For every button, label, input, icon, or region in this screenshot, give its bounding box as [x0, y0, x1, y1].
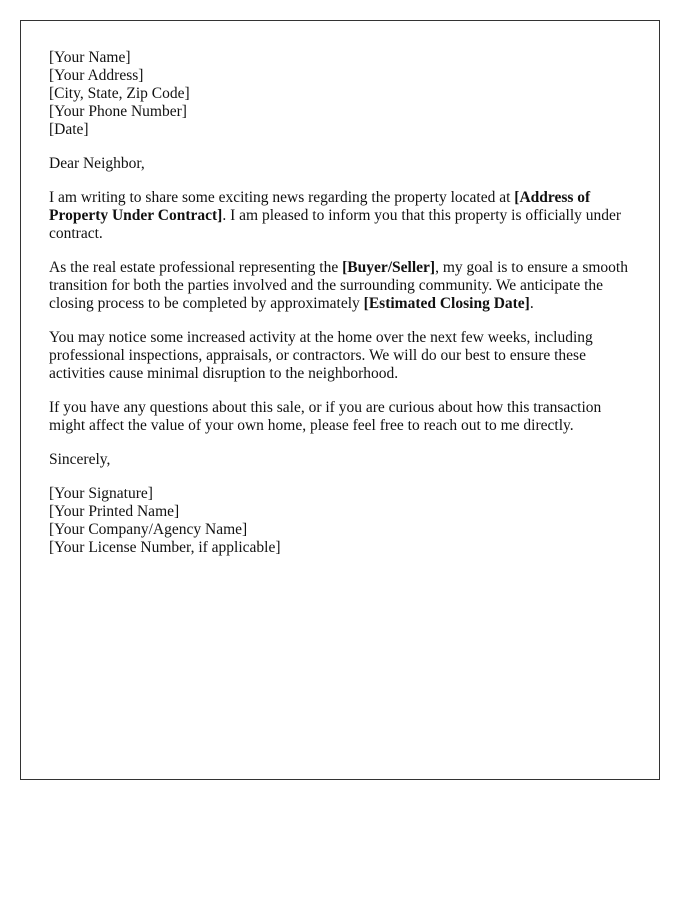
paragraph-representation — [49, 259, 629, 313]
company-name: [Your Company/Agency Name] — [49, 521, 248, 538]
letter-body — [49, 49, 629, 573]
letter-page — [20, 20, 660, 780]
sender-city-state-zip: [City, State, Zip Code] — [49, 85, 190, 102]
paragraph-activity: You may notice some increased activity at the home over the next few weeks, including professional inspections, appraisals, or contractors. We will do our best to ensure these activities cause minimal disruption to the neighborhood. — [49, 329, 593, 382]
signature-placeholder: [Your Signature] — [49, 485, 153, 502]
paragraph-representation-text-3: . — [529, 295, 534, 312]
letter-date: [Date] — [49, 121, 89, 138]
sender-phone: [Your Phone Number] — [49, 103, 187, 120]
paragraph-announcement — [49, 189, 629, 243]
license-number: [Your License Number, if applicable] — [49, 539, 281, 556]
buyer-seller-placeholder: [Buyer/Seller] — [342, 259, 436, 276]
salutation: Dear Neighbor, — [49, 155, 145, 172]
paragraph-announcement-text-1: I am writing to share some exciting news regarding the property located at — [49, 189, 515, 206]
sender-address: [Your Address] — [49, 67, 144, 84]
closing-date-placeholder: [Estimated Closing Date] — [363, 295, 530, 312]
sender-block — [49, 49, 629, 139]
printed-name: [Your Printed Name] — [49, 503, 180, 520]
property-address-placeholder: [Address of Property Under Contract] — [49, 189, 591, 224]
closing-phrase: Sincerely, — [49, 451, 111, 468]
paragraph-representation-text-1: As the real estate professional representing the — [49, 259, 343, 276]
signature-block — [49, 485, 629, 557]
paragraph-representation-text-2: , my goal is to ensure a smooth transition for both the parties involved and the surrounding community. We anticipate the closing process to be completed by approximately — [49, 259, 628, 312]
paragraph-questions: If you have any questions about this sale, or if you are curious about how this transaction might affect the value of your own home, please feel free to reach out to me directly. — [49, 399, 602, 434]
paragraph-announcement-text-2: . I am pleased to inform you that this property is officially under contract. — [49, 207, 622, 242]
sender-name: [Your Name] — [49, 49, 131, 66]
